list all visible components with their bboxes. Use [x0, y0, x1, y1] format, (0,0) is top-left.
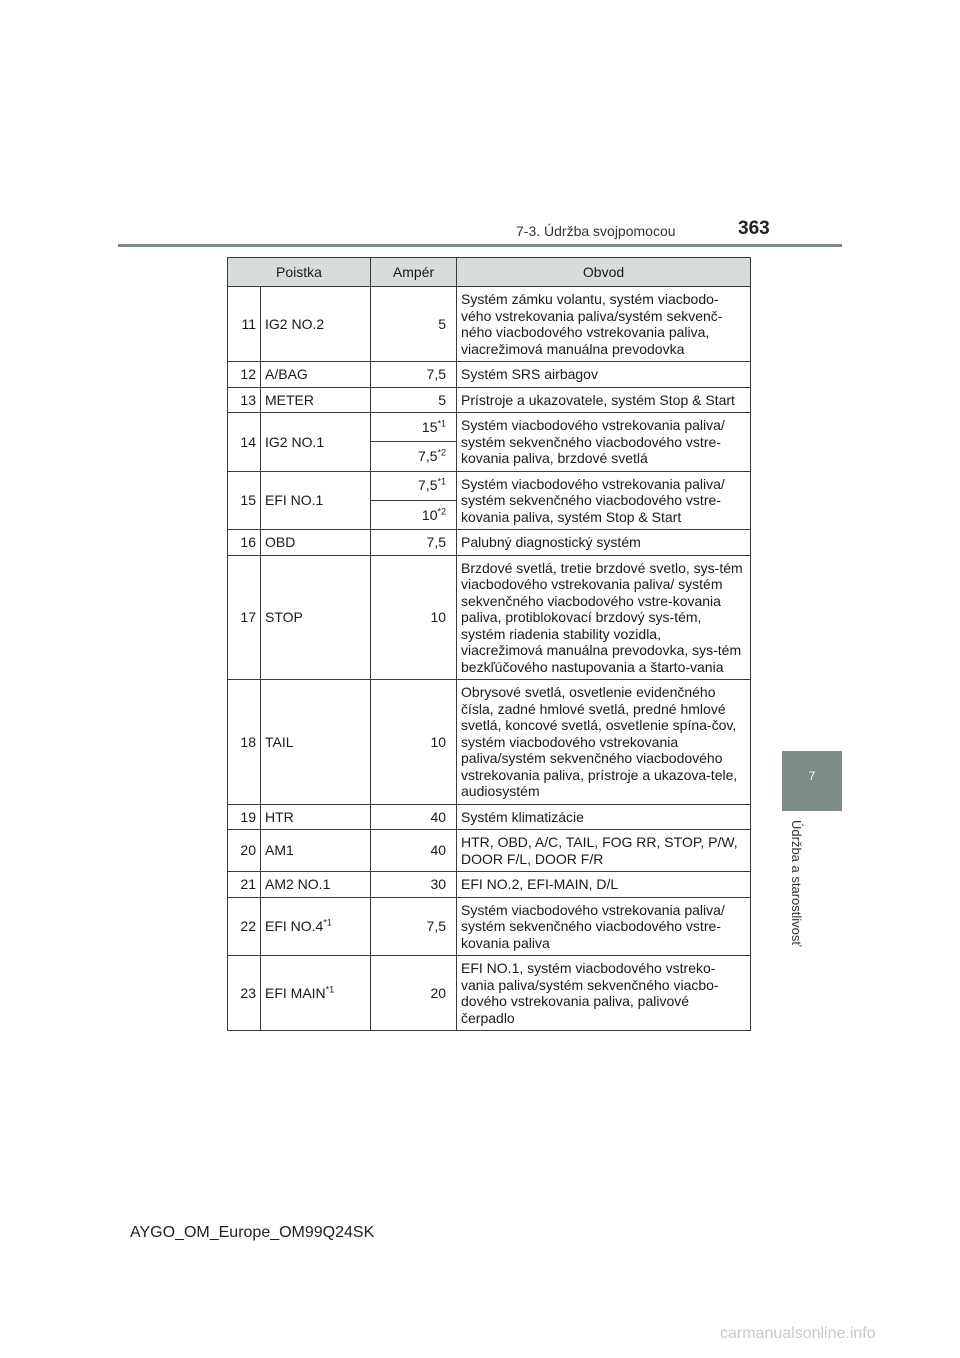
fuse-amperage [371, 442, 457, 471]
cell-value: EFI MAIN [265, 984, 326, 1001]
cell-value: HTR [265, 808, 294, 825]
table-row [228, 530, 751, 556]
footnote-marker: *1 [325, 984, 335, 995]
fuse-name [261, 680, 371, 805]
fuse-amperage [371, 287, 457, 362]
fuse-name [261, 471, 371, 530]
fuse-amperage [371, 413, 457, 442]
table-row [228, 680, 751, 805]
chapter-label: Údržba a starostlivosť [789, 820, 804, 947]
fuse-circuit: EFI NO.2, EFI-MAIN, D/L [457, 872, 751, 898]
cell-value: 40 [430, 808, 447, 825]
fuse-name [261, 555, 371, 680]
footnote-marker: *1 [437, 418, 447, 429]
document-code: AYGO_OM_Europe_OM99Q24SK [130, 1224, 375, 1241]
fuse-amperage [371, 830, 457, 872]
fuse-number: 18 [228, 680, 261, 805]
fuse-name [261, 387, 371, 413]
fuse-number: 16 [228, 530, 261, 556]
cell-value: 5 [438, 315, 447, 332]
fuse-amperage [371, 555, 457, 680]
chapter-tab [782, 751, 842, 811]
header-divider [118, 244, 842, 247]
fuse-name [261, 287, 371, 362]
table-row [228, 897, 751, 956]
cell-value: EFI NO.1 [265, 492, 324, 508]
fuse-name [261, 804, 371, 830]
cell-value: 40 [430, 842, 447, 859]
watermark: carmanualsonline.info [720, 1325, 876, 1342]
table-row [228, 287, 751, 362]
chapter-number: 7 [808, 769, 816, 783]
fuse-circuit: Brzdové svetlá, tretie brzdové svetlo, sys-tém viacbodového vstrekovania paliva/ systém sekvenčného viacbodového vstre-kovania paliva, protiblokovací brzdový sys-tém, systém riadenia stability vozidla, viacrežimová manuálna prevodovka, sys-tém bezkľúčového nastupovania a štarto-vania [457, 555, 751, 680]
cell-value: 10 [421, 506, 438, 523]
fuse-circuit: Systém viacbodového vstrekovania paliva/ systém sekvenčného viacbodového vstre-kovania paliva [457, 897, 751, 956]
fuse-name [261, 413, 371, 472]
fuse-name [261, 956, 371, 1031]
column-header-fuse: Poistka [228, 258, 371, 287]
cell-value: TAIL [265, 733, 294, 750]
cell-value: 7,5 [426, 366, 447, 382]
cell-value: AM1 [265, 842, 294, 859]
fuse-circuit: EFI NO.1, systém viacbodového vstreko-vania paliva/systém sekvenčného viacbo-dového vstrekovania paliva, palivové čerpadlo [457, 956, 751, 1031]
cell-value: 10 [430, 733, 447, 750]
fuse-circuit: HTR, OBD, A/C, TAIL, FOG RR, STOP, P/W, DOOR F/L, DOOR F/R [457, 830, 751, 872]
table-row [228, 362, 751, 388]
table-row [228, 471, 751, 500]
column-header-amp: Ampér [371, 258, 457, 287]
fuse-circuit: Palubný diagnostický systém [457, 530, 751, 556]
cell-value: 7,5 [426, 534, 447, 550]
fuse-amperage [371, 530, 457, 556]
fuse-amperage [371, 680, 457, 805]
table-row [228, 956, 751, 1031]
page-number: 363 [738, 218, 770, 239]
fuse-number: 15 [228, 471, 261, 530]
footnote-marker: *2 [437, 447, 447, 458]
fuse-amperage [371, 897, 457, 956]
fuse-number: 11 [228, 287, 261, 362]
fuse-number: 17 [228, 555, 261, 680]
column-header-circuit: Obvod [457, 258, 751, 287]
cell-value: 7,5 [426, 918, 447, 934]
fuse-circuit: Systém zámku volantu, systém viacbodo-vého vstrekovania paliva/systém sekvenč-ného viacbodového vstrekovania paliva, viacrežimová manuálna prevodovka [457, 287, 751, 362]
footnote-marker: *2 [437, 505, 447, 516]
cell-value: IG2 NO.2 [265, 315, 325, 332]
cell-value: METER [265, 391, 314, 408]
fuse-amperage [371, 872, 457, 898]
cell-value: 10 [430, 609, 447, 625]
cell-value: 30 [430, 876, 447, 892]
cell-value: STOP [265, 609, 303, 625]
fuse-amperage [371, 956, 457, 1031]
cell-value: AM2 NO.1 [265, 876, 331, 892]
table-row [228, 555, 751, 680]
fuse-number: 12 [228, 362, 261, 388]
fuse-amperage [371, 500, 457, 529]
footnote-marker: *1 [437, 476, 447, 487]
fuse-circuit: Systém viacbodového vstrekovania paliva/ systém sekvenčného viacbodového vstre-kovania paliva, systém Stop & Start [457, 471, 751, 530]
cell-value: 7,5 [418, 477, 438, 494]
fuse-name [261, 530, 371, 556]
table-row [228, 387, 751, 413]
section-title: 7-3. Údržba svojpomocou [516, 223, 676, 239]
table-row [228, 804, 751, 830]
cell-value: IG2 NO.1 [265, 433, 325, 450]
fuse-circuit: Systém SRS airbagov [457, 362, 751, 388]
table-row [228, 413, 751, 442]
fuse-number: 21 [228, 872, 261, 898]
fuse-amperage [371, 387, 457, 413]
fuse-circuit: Systém klimatizácie [457, 804, 751, 830]
fuse-number: 14 [228, 413, 261, 472]
fuse-circuit: Systém viacbodového vstrekovania paliva/ systém sekvenčného viacbodového vstre-kovania paliva, brzdové svetlá [457, 413, 751, 472]
fuse-number: 13 [228, 387, 261, 413]
fuse-amperage [371, 804, 457, 830]
fuse-name [261, 362, 371, 388]
cell-value: 15 [421, 418, 438, 435]
cell-value: OBD [265, 534, 296, 550]
fuse-number: 22 [228, 897, 261, 956]
table-header-row [228, 258, 751, 287]
fuse-name [261, 830, 371, 872]
cell-value: A/BAG [265, 366, 308, 382]
cell-value: 5 [438, 391, 447, 408]
fuse-number: 23 [228, 956, 261, 1031]
cell-value: 7,5 [418, 448, 438, 465]
fuse-circuit: Prístroje a ukazovatele, systém Stop & Start [457, 387, 751, 413]
fuse-name [261, 872, 371, 898]
fuse-circuit: Obrysové svetlá, osvetlenie evidenčného čísla, zadné hmlové svetlá, predné hmlové svetlá, koncové svetlá, osvetlenie spína-čov, systém viacbodového vstrekovania paliva/systém sekvenčného viacbodového vstrekovania paliva, prístroje a ukazova-tele, audiosystém [457, 680, 751, 805]
cell-value: EFI NO.4 [265, 918, 324, 934]
fuse-name [261, 897, 371, 956]
table-row [228, 872, 751, 898]
fuse-number: 20 [228, 830, 261, 872]
fuse-number: 19 [228, 804, 261, 830]
fuse-amperage [371, 362, 457, 388]
footnote-marker: *1 [323, 917, 332, 928]
cell-value: 20 [430, 984, 447, 1001]
fuse-table [227, 257, 751, 1031]
table-row [228, 830, 751, 872]
fuse-amperage [371, 471, 457, 500]
